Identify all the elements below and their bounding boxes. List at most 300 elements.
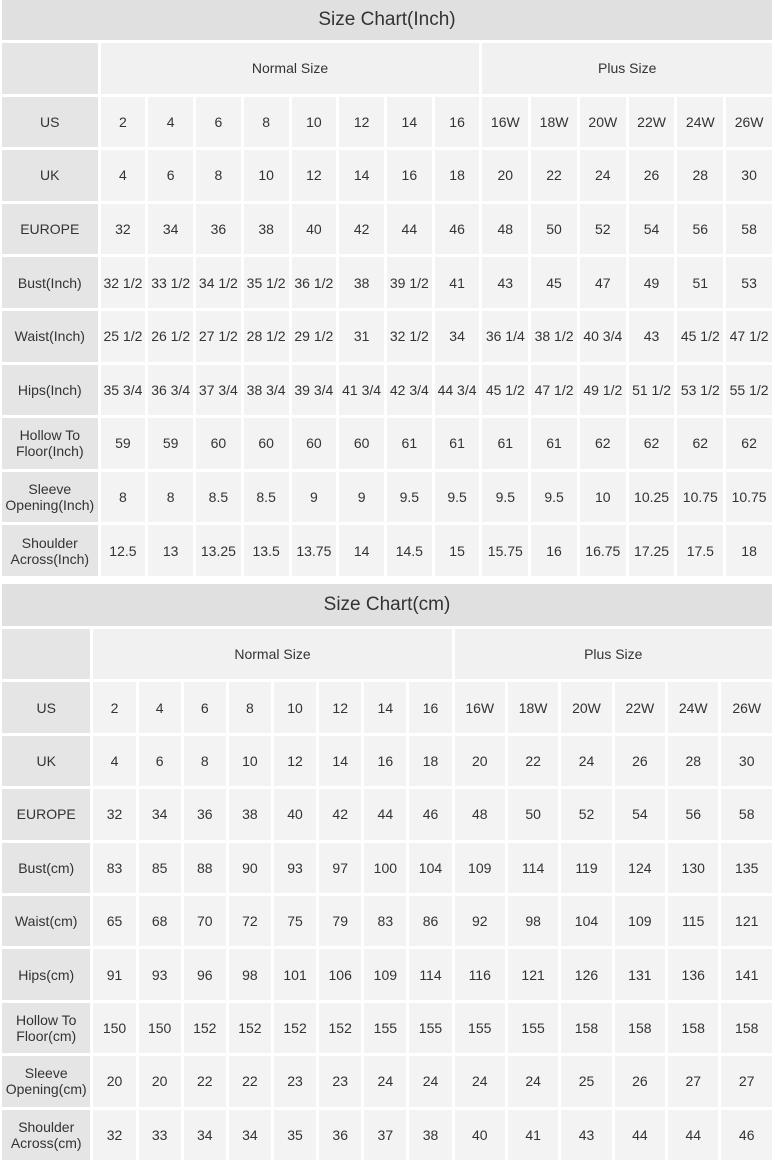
table-cell: 130	[668, 843, 718, 893]
table-cell: 8.5	[196, 472, 241, 523]
table-cell: 109	[364, 949, 406, 999]
table-cell: 39 1/2	[387, 257, 432, 308]
table-cell: 51 1/2	[629, 365, 675, 416]
table-cell: 40 3/4	[580, 311, 626, 362]
table-cell: 28 1/2	[244, 311, 289, 362]
row-label: Bust(cm)	[2, 843, 90, 893]
table-cell: 136	[668, 949, 718, 999]
table-cell: 22	[184, 1056, 226, 1106]
table-cell: 26W	[726, 97, 772, 148]
plus-size-header: Plus Size	[455, 629, 772, 679]
table-cell: 15	[435, 525, 480, 576]
table-cell: 29 1/2	[292, 311, 337, 362]
table-cell: 150	[139, 1003, 181, 1053]
table-cell: 79	[319, 896, 361, 946]
table-cell: 53	[726, 257, 772, 308]
table-cell: 141	[721, 949, 772, 999]
table-cell: 16	[364, 736, 406, 786]
table-row	[2, 1056, 772, 1106]
table-cell: 38	[244, 204, 289, 255]
chart-title: Size Chart(Inch)	[2, 0, 772, 40]
table-cell: 10.75	[726, 472, 772, 523]
table-cell: 97	[319, 843, 361, 893]
row-label: EUROPE	[2, 204, 98, 255]
row-label: UK	[2, 150, 98, 201]
table-cell: 9	[292, 472, 337, 523]
table-cell: 8	[184, 736, 226, 786]
table-cell: 15.75	[482, 525, 528, 576]
table-row	[2, 525, 772, 576]
row-label: Sleeve Opening(cm)	[2, 1056, 90, 1106]
table-cell: 34	[148, 204, 193, 255]
normal-size-header: Normal Size	[101, 43, 480, 94]
table-cell: 83	[364, 896, 406, 946]
table-cell: 6	[184, 682, 226, 732]
table-cell: 43	[629, 311, 675, 362]
table-cell: 6	[139, 736, 181, 786]
table-cell: 68	[139, 896, 181, 946]
table-cell: 47 1/2	[726, 311, 772, 362]
table-cell: 16	[387, 150, 432, 201]
table-cell: 54	[615, 789, 665, 839]
table-cell: 26	[615, 1056, 665, 1106]
row-label: Hollow To Floor(Inch)	[2, 418, 98, 469]
size-chart-cm	[2, 584, 772, 1163]
table-cell: 155	[508, 1003, 558, 1053]
table-cell: 35 1/2	[244, 257, 289, 308]
table-cell: 12	[292, 150, 337, 201]
table-cell: 22W	[629, 97, 675, 148]
table-cell: 13.75	[292, 525, 337, 576]
table-row	[2, 311, 772, 362]
table-cell: 50	[531, 204, 577, 255]
table-cell: 16	[531, 525, 577, 576]
table-cell: 22W	[615, 682, 665, 732]
table-cell: 34	[139, 789, 181, 839]
table-cell: 44 3/4	[435, 365, 480, 416]
row-label: US	[2, 97, 98, 148]
table-cell: 75	[274, 896, 316, 946]
size-chart-inch	[2, 0, 772, 579]
table-cell: 26W	[721, 682, 772, 732]
table-cell: 49	[629, 257, 675, 308]
table-cell: 40	[292, 204, 337, 255]
table-cell: 8	[196, 150, 241, 201]
table-cell: 46	[721, 1110, 772, 1160]
table-row	[2, 682, 772, 732]
table-row	[2, 257, 772, 308]
table-cell: 114	[508, 843, 558, 893]
size-table	[0, 626, 775, 1163]
table-cell: 44	[615, 1110, 665, 1160]
table-cell: 158	[615, 1003, 665, 1053]
table-cell: 155	[409, 1003, 451, 1053]
table-cell: 40	[455, 1110, 505, 1160]
table-cell: 32 1/2	[387, 311, 432, 362]
row-label: Hips(cm)	[2, 949, 90, 999]
table-cell: 22	[531, 150, 577, 201]
table-cell: 35	[274, 1110, 316, 1160]
table-cell: 104	[409, 843, 451, 893]
table-cell: 8	[101, 472, 146, 523]
table-cell: 85	[139, 843, 181, 893]
row-label: EUROPE	[2, 789, 90, 839]
table-cell: 56	[677, 204, 723, 255]
table-cell: 152	[274, 1003, 316, 1053]
table-cell: 65	[93, 896, 135, 946]
table-cell: 18W	[508, 682, 558, 732]
table-cell: 14	[387, 97, 432, 148]
table-cell: 14.5	[387, 525, 432, 576]
table-cell: 14	[339, 525, 384, 576]
table-cell: 70	[184, 896, 226, 946]
table-cell: 38 3/4	[244, 365, 289, 416]
table-cell: 25	[561, 1056, 611, 1106]
table-cell: 8.5	[244, 472, 289, 523]
table-cell: 16.75	[580, 525, 626, 576]
row-label: Shoulder Across(cm)	[2, 1110, 90, 1160]
table-cell: 18	[409, 736, 451, 786]
table-cell: 52	[561, 789, 611, 839]
row-label: Hollow To Floor(cm)	[2, 1003, 90, 1053]
table-cell: 8	[229, 682, 271, 732]
table-cell: 135	[721, 843, 772, 893]
table-cell: 61	[387, 418, 432, 469]
table-cell: 10.75	[677, 472, 723, 523]
table-cell: 31	[339, 311, 384, 362]
table-cell: 41	[435, 257, 480, 308]
table-cell: 22	[229, 1056, 271, 1106]
plus-size-header: Plus Size	[482, 43, 772, 94]
table-cell: 9	[339, 472, 384, 523]
table-row	[2, 1110, 772, 1160]
table-cell: 23	[274, 1056, 316, 1106]
table-cell: 24	[409, 1056, 451, 1106]
table-cell: 59	[101, 418, 146, 469]
table-cell: 158	[668, 1003, 718, 1053]
table-cell: 101	[274, 949, 316, 999]
table-cell: 93	[139, 949, 181, 999]
table-cell: 33 1/2	[148, 257, 193, 308]
table-row	[2, 896, 772, 946]
table-cell: 33	[139, 1110, 181, 1160]
table-cell: 34	[184, 1110, 226, 1160]
table-cell: 9.5	[387, 472, 432, 523]
table-cell: 106	[319, 949, 361, 999]
table-cell: 62	[726, 418, 772, 469]
row-label: Sleeve Opening(Inch)	[2, 472, 98, 523]
table-cell: 24	[508, 1056, 558, 1106]
table-cell: 27	[721, 1056, 772, 1106]
table-row	[2, 789, 772, 839]
table-cell: 60	[244, 418, 289, 469]
table-row	[2, 949, 772, 999]
table-cell: 8	[148, 472, 193, 523]
table-cell: 152	[319, 1003, 361, 1053]
table-cell: 32	[101, 204, 146, 255]
table-cell: 26	[615, 736, 665, 786]
table-cell: 47	[580, 257, 626, 308]
table-row	[2, 150, 772, 201]
table-cell: 27 1/2	[196, 311, 241, 362]
table-cell: 6	[196, 97, 241, 148]
table-cell: 55 1/2	[726, 365, 772, 416]
table-cell: 24W	[668, 682, 718, 732]
table-row	[2, 472, 772, 523]
table-cell: 40	[274, 789, 316, 839]
table-cell: 41	[508, 1110, 558, 1160]
table-row	[2, 418, 772, 469]
table-cell: 13	[148, 525, 193, 576]
table-cell: 36 1/2	[292, 257, 337, 308]
table-cell: 45 1/2	[482, 365, 528, 416]
table-cell: 96	[184, 949, 226, 999]
table-cell: 44	[668, 1110, 718, 1160]
table-cell: 30	[726, 150, 772, 201]
table-cell: 54	[629, 204, 675, 255]
table-cell: 92	[455, 896, 505, 946]
table-cell: 53 1/2	[677, 365, 723, 416]
table-cell: 50	[508, 789, 558, 839]
chart-title: Size Chart(cm)	[2, 584, 772, 626]
table-cell: 52	[580, 204, 626, 255]
table-cell: 83	[93, 843, 135, 893]
table-cell: 100	[364, 843, 406, 893]
table-cell: 13.25	[196, 525, 241, 576]
table-cell: 155	[364, 1003, 406, 1053]
table-cell: 42 3/4	[387, 365, 432, 416]
table-cell: 16W	[482, 97, 528, 148]
table-cell: 114	[409, 949, 451, 999]
table-cell: 124	[615, 843, 665, 893]
table-cell: 18	[726, 525, 772, 576]
table-cell: 60	[339, 418, 384, 469]
row-label: Shoulder Across(Inch)	[2, 525, 98, 576]
table-cell: 4	[93, 736, 135, 786]
table-row	[2, 97, 772, 148]
table-cell: 59	[148, 418, 193, 469]
table-cell: 38	[229, 789, 271, 839]
table-cell: 34 1/2	[196, 257, 241, 308]
table-cell: 121	[508, 949, 558, 999]
table-row	[2, 365, 772, 416]
row-label: US	[2, 682, 90, 732]
table-cell: 36 1/4	[482, 311, 528, 362]
table-row	[2, 204, 772, 255]
table-cell: 152	[184, 1003, 226, 1053]
table-cell: 32	[93, 1110, 135, 1160]
table-cell: 72	[229, 896, 271, 946]
table-cell: 60	[292, 418, 337, 469]
table-cell: 4	[139, 682, 181, 732]
table-cell: 6	[148, 150, 193, 201]
table-cell: 24	[580, 150, 626, 201]
table-cell: 36	[184, 789, 226, 839]
table-cell: 14	[339, 150, 384, 201]
table-cell: 158	[561, 1003, 611, 1053]
table-cell: 39 3/4	[292, 365, 337, 416]
table-cell: 24	[364, 1056, 406, 1106]
table-cell: 61	[482, 418, 528, 469]
table-cell: 42	[339, 204, 384, 255]
table-cell: 10	[580, 472, 626, 523]
table-cell: 56	[668, 789, 718, 839]
table-cell: 119	[561, 843, 611, 893]
table-cell: 91	[93, 949, 135, 999]
table-cell: 16	[435, 97, 480, 148]
table-cell: 44	[387, 204, 432, 255]
table-cell: 45 1/2	[677, 311, 723, 362]
table-cell: 28	[668, 736, 718, 786]
table-cell: 24	[561, 736, 611, 786]
table-cell: 86	[409, 896, 451, 946]
table-cell: 36	[319, 1110, 361, 1160]
table-cell: 43	[561, 1110, 611, 1160]
table-cell: 35 3/4	[101, 365, 146, 416]
table-cell: 12.5	[101, 525, 146, 576]
table-cell: 17.25	[629, 525, 675, 576]
table-cell: 126	[561, 949, 611, 999]
table-cell: 20	[455, 736, 505, 786]
table-cell: 109	[615, 896, 665, 946]
table-cell: 38 1/2	[531, 311, 577, 362]
table-cell: 10	[229, 736, 271, 786]
table-cell: 51	[677, 257, 723, 308]
group-header-row	[2, 43, 772, 94]
table-cell: 121	[721, 896, 772, 946]
table-cell: 10	[274, 682, 316, 732]
table-cell: 16W	[455, 682, 505, 732]
table-cell: 46	[409, 789, 451, 839]
table-cell: 62	[677, 418, 723, 469]
table-cell: 36 3/4	[148, 365, 193, 416]
table-cell: 37	[364, 1110, 406, 1160]
table-cell: 2	[93, 682, 135, 732]
table-cell: 28	[677, 150, 723, 201]
row-label: Hips(Inch)	[2, 365, 98, 416]
table-cell: 90	[229, 843, 271, 893]
table-cell: 37 3/4	[196, 365, 241, 416]
table-cell: 152	[229, 1003, 271, 1053]
table-cell: 10	[292, 97, 337, 148]
table-cell: 98	[508, 896, 558, 946]
table-cell: 60	[196, 418, 241, 469]
table-cell: 20	[139, 1056, 181, 1106]
table-cell: 20	[482, 150, 528, 201]
corner-cell	[2, 43, 98, 94]
table-cell: 34	[229, 1110, 271, 1160]
table-row	[2, 736, 772, 786]
table-cell: 38	[409, 1110, 451, 1160]
table-row	[2, 1003, 772, 1053]
table-cell: 30	[721, 736, 772, 786]
table-cell: 12	[319, 682, 361, 732]
table-row	[2, 843, 772, 893]
table-cell: 45	[531, 257, 577, 308]
table-cell: 34	[435, 311, 480, 362]
table-cell: 14	[319, 736, 361, 786]
table-cell: 38	[339, 257, 384, 308]
table-cell: 62	[580, 418, 626, 469]
table-cell: 4	[148, 97, 193, 148]
table-cell: 98	[229, 949, 271, 999]
table-cell: 24W	[677, 97, 723, 148]
table-cell: 158	[721, 1003, 772, 1053]
table-cell: 109	[455, 843, 505, 893]
table-cell: 155	[455, 1003, 505, 1053]
table-cell: 8	[244, 97, 289, 148]
table-cell: 43	[482, 257, 528, 308]
table-cell: 32	[93, 789, 135, 839]
table-cell: 4	[101, 150, 146, 201]
table-cell: 46	[435, 204, 480, 255]
table-cell: 48	[482, 204, 528, 255]
table-cell: 10	[244, 150, 289, 201]
table-cell: 10.25	[629, 472, 675, 523]
size-table	[0, 40, 775, 579]
table-cell: 61	[531, 418, 577, 469]
normal-size-header: Normal Size	[93, 629, 451, 679]
table-cell: 25 1/2	[101, 311, 146, 362]
table-cell: 27	[668, 1056, 718, 1106]
table-cell: 58	[726, 204, 772, 255]
table-cell: 12	[274, 736, 316, 786]
table-cell: 41 3/4	[339, 365, 384, 416]
table-cell: 9.5	[531, 472, 577, 523]
row-label: Waist(Inch)	[2, 311, 98, 362]
table-cell: 18W	[531, 97, 577, 148]
table-cell: 88	[184, 843, 226, 893]
row-label: UK	[2, 736, 90, 786]
table-cell: 26 1/2	[148, 311, 193, 362]
table-cell: 20W	[561, 682, 611, 732]
table-cell: 62	[629, 418, 675, 469]
table-cell: 16	[409, 682, 451, 732]
table-cell: 36	[196, 204, 241, 255]
group-header-row	[2, 629, 772, 679]
table-cell: 44	[364, 789, 406, 839]
table-cell: 2	[101, 97, 146, 148]
table-cell: 26	[629, 150, 675, 201]
table-cell: 14	[364, 682, 406, 732]
table-cell: 115	[668, 896, 718, 946]
table-cell: 42	[319, 789, 361, 839]
row-label: Bust(Inch)	[2, 257, 98, 308]
table-cell: 49 1/2	[580, 365, 626, 416]
corner-cell	[2, 629, 90, 679]
table-cell: 24	[455, 1056, 505, 1106]
table-cell: 150	[93, 1003, 135, 1053]
table-cell: 9.5	[435, 472, 480, 523]
table-cell: 61	[435, 418, 480, 469]
table-cell: 47 1/2	[531, 365, 577, 416]
table-cell: 104	[561, 896, 611, 946]
table-cell: 32 1/2	[101, 257, 146, 308]
table-cell: 18	[435, 150, 480, 201]
table-cell: 23	[319, 1056, 361, 1106]
table-cell: 131	[615, 949, 665, 999]
table-cell: 12	[339, 97, 384, 148]
table-cell: 9.5	[482, 472, 528, 523]
table-cell: 20W	[580, 97, 626, 148]
table-cell: 48	[455, 789, 505, 839]
row-label: Waist(cm)	[2, 896, 90, 946]
table-cell: 13.5	[244, 525, 289, 576]
table-cell: 116	[455, 949, 505, 999]
table-cell: 93	[274, 843, 316, 893]
table-cell: 20	[93, 1056, 135, 1106]
table-cell: 17.5	[677, 525, 723, 576]
